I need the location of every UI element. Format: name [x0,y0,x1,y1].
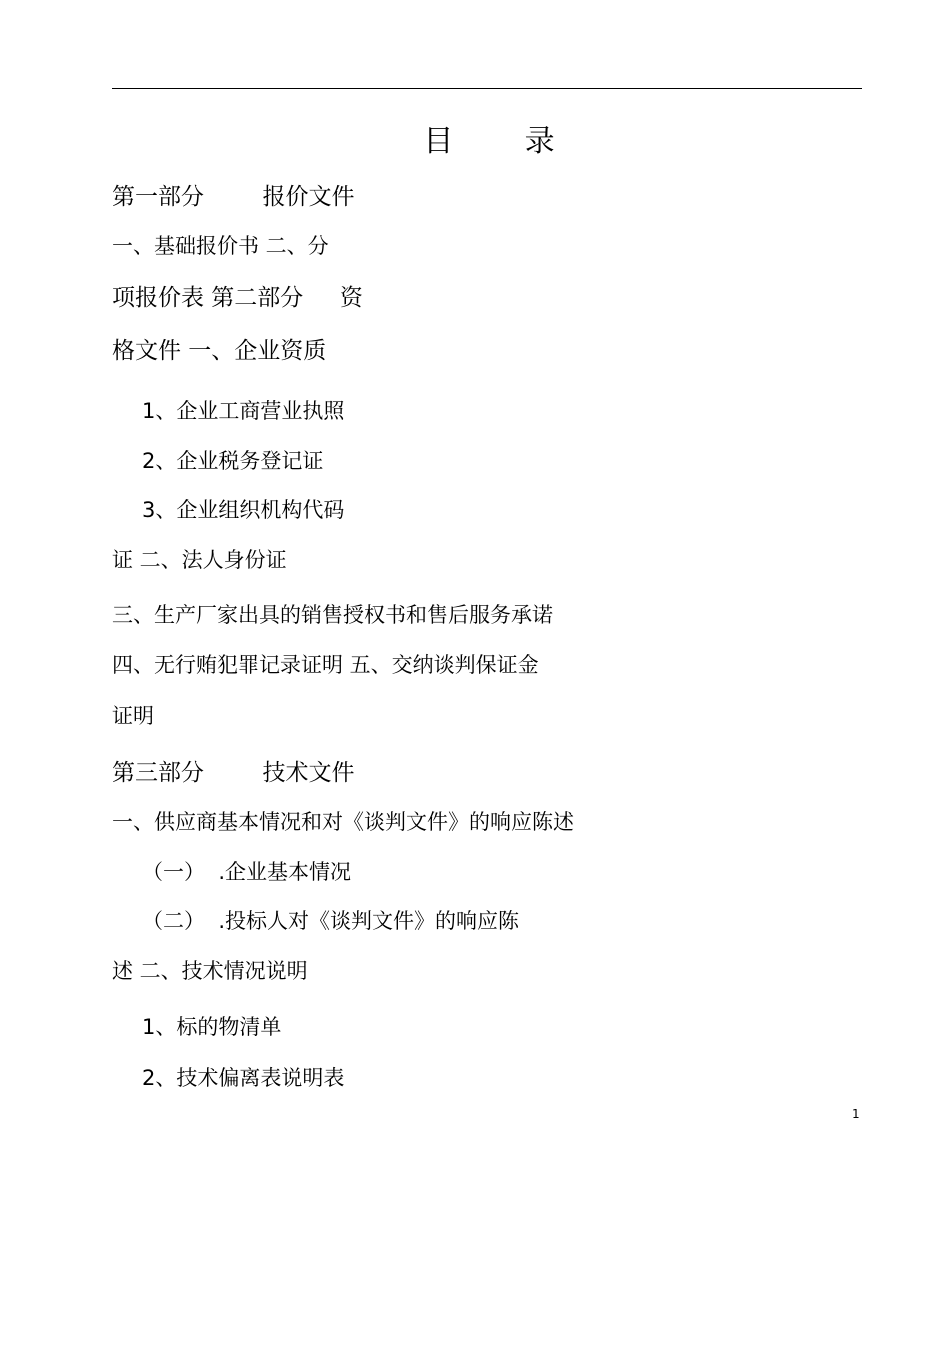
toc-line: （二） .投标人对《谈判文件》的响应陈 [142,909,520,933]
toc-line: 2、技术偏离表说明表 [142,1066,345,1090]
toc-line: （一） .企业基本情况 [142,860,352,884]
toc-line: 第三部分 技术文件 [112,760,355,786]
toc-line: 一、基础报价书 二、分 [112,234,329,258]
toc-title: 目 录 [423,124,557,159]
toc-line: 证明 [112,704,154,728]
toc-line: 2、企业税务登记证 [142,449,324,473]
toc-line: 第一部分 报价文件 [112,184,355,210]
toc-line: 证 二、法人身份证 [112,548,287,572]
header-rule [112,88,862,89]
toc-line: 1、标的物清单 [142,1015,282,1039]
toc-line: 述 二、技术情况说明 [112,959,308,983]
toc-line: 三、生产厂家出具的销售授权书和售后服务承诺 [112,603,553,627]
toc-line: 格文件 一、企业资质 [112,338,327,364]
toc-line: 项报价表 第二部分 资 [112,285,363,311]
toc-line: 3、企业组织机构代码 [142,498,345,522]
page-number: 1 [852,1107,860,1121]
toc-line: 1、企业工商营业执照 [142,399,345,423]
toc-line: 四、无行贿犯罪记录证明 五、交纳谈判保证金 [112,653,539,677]
toc-line: 一、供应商基本情况和对《谈判文件》的响应陈述 [112,810,574,834]
